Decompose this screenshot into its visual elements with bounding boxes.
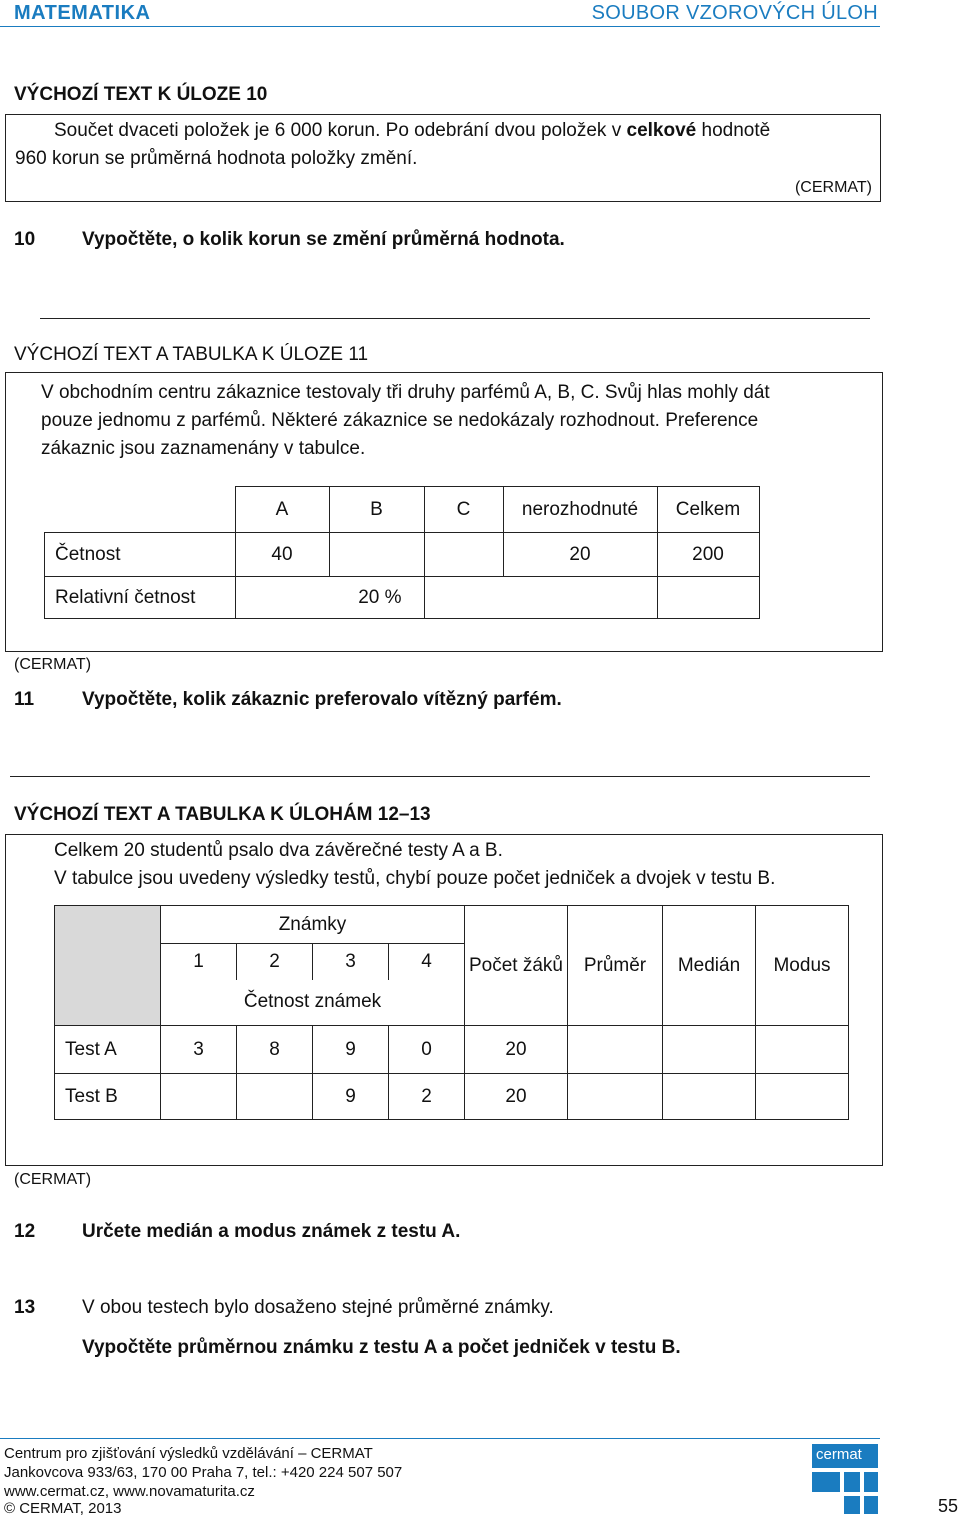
grade-2: 2 — [237, 944, 313, 980]
section11-line1: V obchodním centru zákaznice testovaly tři druhy parfémů A, B, C. Svůj hlas mohly dát — [41, 382, 770, 403]
test-b-median — [663, 1074, 756, 1120]
cell-freq-b — [329, 533, 424, 577]
test-b-grade-3: 9 — [313, 1074, 389, 1120]
task13-number: 13 — [14, 1297, 36, 1318]
test-a-grade-3: 9 — [313, 1026, 389, 1074]
section10-line2: 960 korun se průměrná hodnota položky změní. — [15, 148, 418, 169]
test-a-median — [663, 1026, 756, 1074]
test-b-mode — [756, 1074, 849, 1120]
cell-freq-c — [424, 533, 503, 577]
task12-number: 12 — [14, 1221, 36, 1242]
grades-header: Známky — [161, 906, 465, 944]
section10-line1-bold: celkové — [626, 120, 697, 141]
cell-freq-undecided: 20 — [503, 533, 657, 577]
table-header-undecided: nerozhodnuté — [503, 487, 657, 533]
task13-text2: Vypočtěte průměrnou známku z testu A a počet jedniček v testu B. — [82, 1337, 681, 1358]
test-a-grade-4: 0 — [389, 1026, 465, 1074]
section10-text-box — [5, 114, 881, 202]
row-label-relative: Relativní četnost — [45, 577, 236, 619]
logo-text: cermat — [816, 1446, 862, 1463]
test-b-count: 20 — [465, 1074, 568, 1120]
section10-line1-part2: hodnotě — [696, 120, 771, 141]
subject-title: MATEMATIKA — [14, 2, 151, 24]
section12-line1: Celkem 20 studentů psalo dva závěrečné testy A a B. — [54, 840, 503, 861]
test-a-grade-1: 3 — [161, 1026, 237, 1074]
task11-number: 11 — [14, 689, 35, 710]
table-header-total: Celkem — [657, 487, 759, 533]
collection-title: SOUBOR VZOROVÝCH ÚLOH — [591, 2, 878, 24]
logo-block-4 — [844, 1496, 860, 1514]
section11-source: (CERMAT) — [14, 656, 92, 673]
section10-line1-part1: Součet dvaceti položek je 6 000 korun. Po odebrání dvou položek v — [54, 120, 627, 141]
cell-rel-total — [657, 577, 759, 619]
section-divider-1 — [40, 318, 870, 319]
logo-block-1 — [812, 1472, 840, 1492]
section-divider-2 — [10, 776, 870, 777]
row-test-b-label: Test B — [55, 1074, 161, 1120]
section10-source: (CERMAT) — [794, 179, 872, 196]
test-a-grade-2: 8 — [237, 1026, 313, 1074]
table-header-b: B — [329, 487, 424, 533]
preference-table — [44, 486, 760, 619]
test-results-table — [54, 905, 849, 1120]
logo-block-3 — [864, 1472, 878, 1492]
section11-line2: pouze jednomu z parfémů. Některé zákaznice se nedokázaly rozhodnout. Preference — [41, 410, 759, 431]
footer-copyright: © CERMAT, 2013 — [4, 1500, 122, 1517]
test-b-grade-4: 2 — [389, 1074, 465, 1120]
mean-header: Průměr — [568, 906, 663, 1026]
section11-line3: zákaznic jsou zaznamenány v tabulce. — [41, 438, 366, 459]
count-header: Počet žáků — [465, 906, 568, 1026]
table-header-a: A — [235, 487, 329, 533]
grade-1: 1 — [161, 944, 237, 980]
header-divider — [0, 26, 880, 27]
task10-number: 10 — [14, 229, 36, 250]
table-grey-corner — [55, 906, 161, 1026]
test-a-mean — [568, 1026, 663, 1074]
table-header-c: C — [424, 487, 503, 533]
freq-header: Četnost známek — [161, 980, 465, 1026]
section12-source: (CERMAT) — [14, 1171, 92, 1188]
section10-title: VÝCHOZÍ TEXT K ÚLOZE 10 — [14, 84, 268, 105]
footer-institution: Centrum pro zjišťování výsledků vzdělávání – CERMAT — [4, 1445, 373, 1462]
cell-freq-a: 40 — [235, 533, 329, 577]
task12-text: Určete medián a modus známek z testu A. — [82, 1221, 461, 1242]
task13-text: V obou testech bylo dosaženo stejné průměrné známky. — [82, 1297, 554, 1318]
footer-address: Jankovcova 933/63, 170 00 Praha 7, tel.: +420 224 507 507 — [4, 1464, 403, 1481]
task10-text: Vypočtěte, o kolik korun se změní průměrná hodnota. — [82, 229, 565, 250]
cell-rel-c-undecided — [424, 577, 657, 619]
page-number: 55 — [938, 1496, 959, 1516]
logo-block-5 — [864, 1496, 878, 1514]
section11-title: VÝCHOZÍ TEXT A TABULKA K ÚLOZE 11 — [14, 344, 369, 365]
row-test-a-label: Test A — [55, 1026, 161, 1074]
test-a-mode — [756, 1026, 849, 1074]
median-header: Medián — [663, 906, 756, 1026]
cell-freq-total: 200 — [657, 533, 759, 577]
section12-title: VÝCHOZÍ TEXT A TABULKA K ÚLOHÁM 12–13 — [14, 804, 431, 825]
section12-line2: V tabulce jsou uvedeny výsledky testů, chybí pouze počet jedniček a dvojek v testu B. — [54, 868, 776, 889]
cell-rel-ab: 20 % — [235, 577, 424, 619]
table-corner — [45, 487, 236, 533]
test-b-grade-2 — [237, 1074, 313, 1120]
grade-4: 4 — [389, 944, 465, 980]
cermat-logo — [812, 1444, 878, 1516]
logo-block-2 — [844, 1472, 860, 1492]
mode-header: Modus — [756, 906, 849, 1026]
grade-3: 3 — [313, 944, 389, 980]
footer-websites: www.cermat.cz, www.novamaturita.cz — [4, 1483, 255, 1500]
section10-line1 — [54, 117, 770, 145]
test-a-count: 20 — [465, 1026, 568, 1074]
row-label-frequency: Četnost — [45, 533, 236, 577]
test-b-mean — [568, 1074, 663, 1120]
task11-text: Vypočtěte, kolik zákaznic preferovalo vítězný parfém. — [82, 689, 562, 710]
test-b-grade-1 — [161, 1074, 237, 1120]
footer-divider — [0, 1438, 880, 1439]
